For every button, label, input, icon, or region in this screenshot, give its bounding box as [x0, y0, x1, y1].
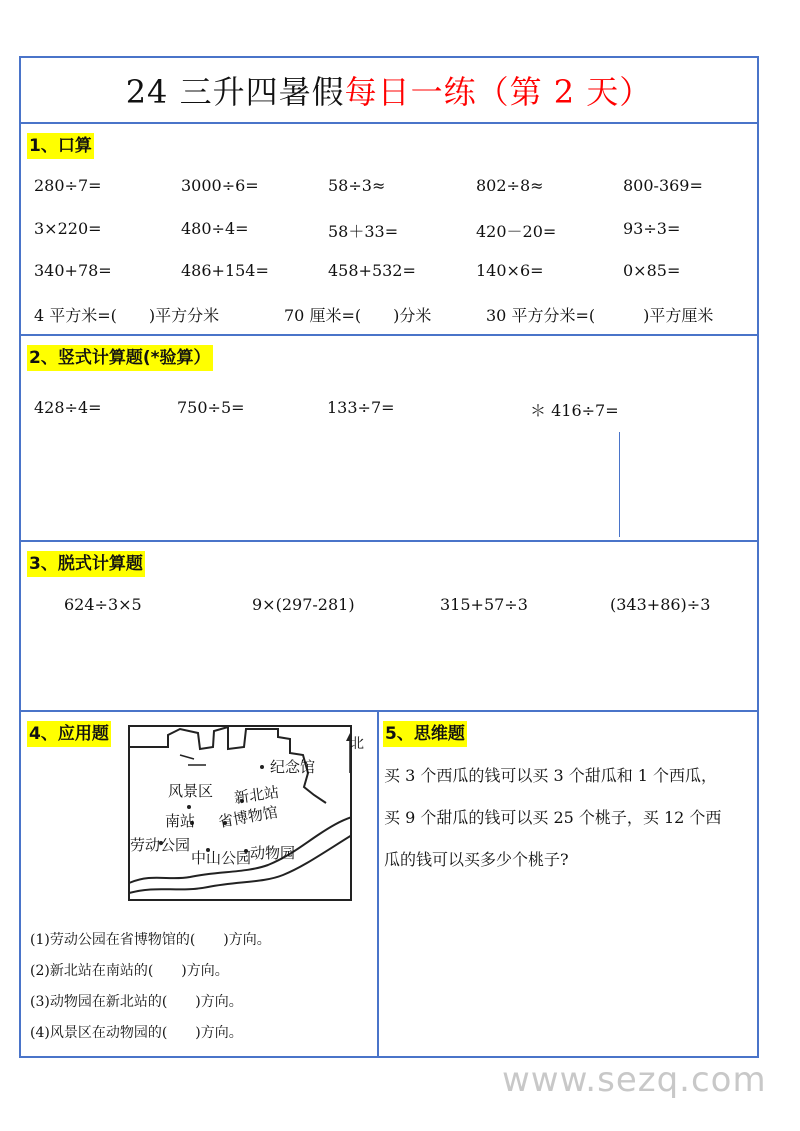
calc-cell: 3000÷6=	[181, 176, 259, 195]
calc-cell: 58＋33=	[328, 222, 399, 241]
question-item: (2)新北站在南站的( )方向。	[30, 963, 229, 979]
thinking-problem-line: 瓜的钱可以买多少个桃子?	[384, 850, 569, 869]
calc-cell: 58÷3≈	[328, 176, 386, 195]
divider-s1	[21, 334, 757, 336]
vertical-calc-item: ＊ 416÷7=	[530, 401, 619, 420]
question-item: (1)劳动公园在省博物馆的( )方向。	[30, 932, 271, 948]
check-divider-line	[619, 432, 620, 537]
map-museum-label: 省博物馆	[216, 802, 280, 832]
question-item: (4)风景区在动物园的( )方向。	[30, 1025, 243, 1041]
divider-s4-s5	[377, 710, 379, 1058]
section4-heading: 4、应用题	[27, 721, 111, 747]
thinking-problem-line: 买 3 个西瓜的钱可以买 3 个甜瓜和 1 个西瓜，	[384, 766, 718, 785]
calc-cell: 140×6=	[476, 261, 544, 280]
map-north-label: 北	[350, 736, 364, 752]
calc-cell: 93÷3=	[623, 219, 681, 238]
map-zhongshan-label: 中山公园	[191, 849, 252, 867]
vertical-calc-item: 133÷7=	[327, 398, 395, 417]
calc-cell: 0×85=	[623, 261, 681, 280]
title-black: 24 三升四暑假	[125, 73, 345, 111]
question-item: (3)动物园在新北站的( )方向。	[30, 994, 243, 1010]
vertical-calc-item: 750÷5=	[177, 398, 245, 417]
title-red: 每日一练（第 2 天）	[344, 73, 653, 111]
section5-heading: 5、思维题	[383, 721, 467, 747]
section1-heading: 1、口算	[27, 133, 94, 159]
section2-heading: 2、竖式计算题(*验算）	[27, 345, 213, 371]
calc-cell: 458+532=	[328, 261, 416, 280]
vertical-calc-item: 428÷4=	[34, 398, 102, 417]
stepwise-calc-item: 9×(297-281)	[252, 595, 355, 614]
unit-conversion: 4 平方米=( )平方分米	[34, 306, 220, 325]
calc-cell: 280÷7=	[34, 176, 102, 195]
divider-s3	[21, 710, 757, 712]
calc-cell: 800-369=	[623, 176, 703, 195]
map-xinbei-label: 新北站	[233, 782, 281, 808]
map-memorial-label: 纪念馆	[270, 758, 316, 776]
stepwise-calc-item: 624÷3×5	[64, 595, 142, 614]
calc-cell: 802÷8≈	[476, 176, 544, 195]
map-scenic-label: 风景区	[168, 782, 214, 800]
stepwise-calc-item: 315+57÷3	[440, 595, 528, 614]
map-south-label: 南站	[165, 812, 196, 830]
calc-cell: 480÷4=	[181, 219, 249, 238]
calc-cell: 486+154=	[181, 261, 269, 280]
page-title	[21, 58, 757, 122]
calc-cell: 340+78=	[34, 261, 112, 280]
section3-heading: 3、脱式计算题	[27, 551, 145, 577]
stepwise-calc-item: (343+86)÷3	[610, 595, 711, 614]
map-labor-park-label: 劳动公园	[130, 836, 191, 854]
thinking-problem-line: 买 9 个甜瓜的钱可以买 25 个桃子，买 12 个西	[384, 808, 722, 827]
divider-s2	[21, 540, 757, 542]
watermark: www.sezq.com	[502, 1060, 767, 1100]
unit-conversion: 30 平方分米=( )平方厘米	[486, 306, 714, 325]
divider-title	[21, 122, 757, 124]
calc-cell: 420－20=	[476, 222, 557, 241]
unit-conversion: 70 厘米=( )分米	[284, 306, 432, 325]
calc-cell: 3×220=	[34, 219, 102, 238]
map-zoo-label: 动物园	[250, 844, 296, 862]
